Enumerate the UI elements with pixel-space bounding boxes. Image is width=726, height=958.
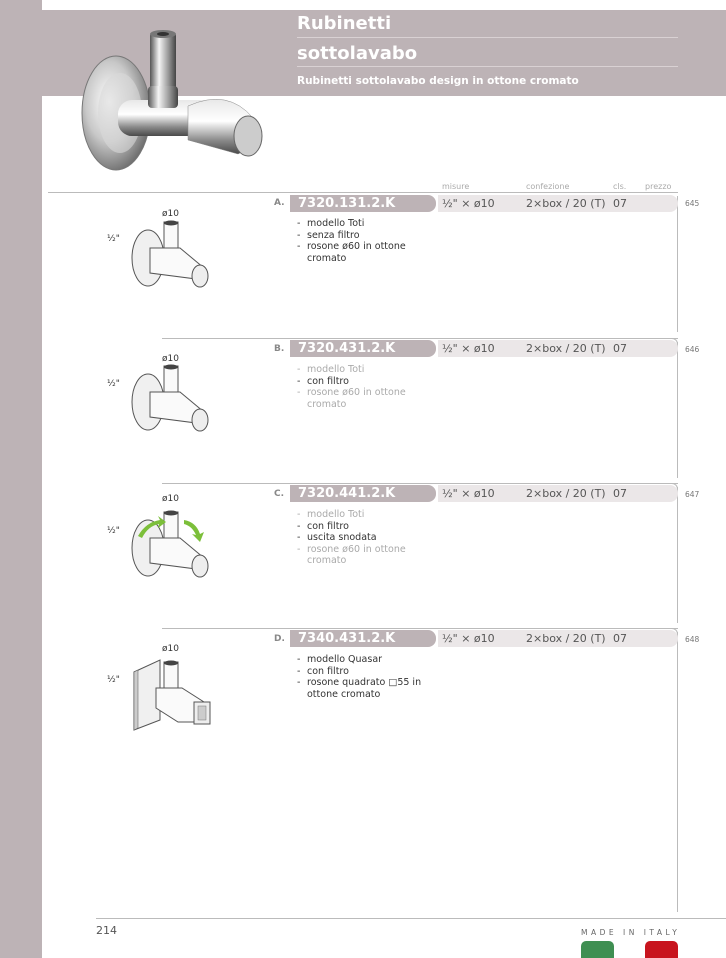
- feature-list: [297, 218, 437, 264]
- dimension-side-label: ½": [107, 379, 120, 389]
- product-misure: ½" × ø10: [442, 197, 495, 210]
- table-top-rule: [48, 192, 678, 193]
- feature-item: - rosone ø60 in ottone cromato: [297, 241, 437, 264]
- column-header-misure: misure: [442, 182, 470, 191]
- page-title-line1: Rubinetti: [297, 13, 392, 34]
- section-right-border: [677, 632, 678, 912]
- header-divider: [297, 66, 678, 67]
- page-title-line2: sottolavabo: [297, 43, 418, 64]
- section-right-border: [677, 196, 678, 332]
- page-subtitle: Rubinetti sottolavabo design in ottone cromato: [297, 75, 579, 87]
- page-number: 214: [96, 924, 117, 937]
- column-header-confezione: confezione: [526, 182, 570, 191]
- product-ref-number: 646: [685, 345, 700, 354]
- footer-rule: [96, 918, 726, 919]
- swivel-valve-drawing: [120, 508, 220, 583]
- feature-item: - senza filtro: [297, 230, 437, 242]
- product-confezione: 2×box / 20 (T): [526, 197, 606, 210]
- header-divider: [297, 37, 678, 38]
- product-cls: 07: [613, 342, 627, 355]
- flag-red-block: [645, 941, 678, 958]
- square-valve-drawing: [120, 658, 220, 733]
- product-ref-number: 645: [685, 199, 700, 208]
- feature-item: - rosone quadrato □55 in ottone cromato: [297, 677, 437, 700]
- feature-item: - con filtro: [297, 666, 437, 678]
- dimension-top-label: ø10: [162, 494, 179, 504]
- valve-drawing: [120, 218, 220, 293]
- product-code: 7320.441.2.K: [290, 485, 436, 502]
- product-confezione: 2×box / 20 (T): [526, 342, 606, 355]
- dimension-top-label: ø10: [162, 644, 179, 654]
- feature-item: - uscita snodata: [297, 532, 437, 544]
- feature-item: - con filtro: [297, 376, 437, 388]
- feature-item: - modello Toti: [297, 218, 437, 230]
- product-confezione: 2×box / 20 (T): [526, 487, 606, 500]
- section-divider: [162, 628, 678, 629]
- feature-list: [297, 364, 437, 410]
- made-in-italy-label: MADE IN ITALY: [581, 928, 681, 937]
- dimension-side-label: ½": [107, 526, 120, 536]
- dimension-side-label: ½": [107, 675, 120, 685]
- left-color-strip: [0, 0, 42, 958]
- feature-list: [297, 509, 437, 567]
- section-divider: [162, 483, 678, 484]
- section-divider: [162, 338, 678, 339]
- product-code: 7320.131.2.K: [290, 195, 436, 212]
- product-cls: 07: [613, 197, 627, 210]
- column-header-cls: cls.: [613, 182, 627, 191]
- product-cls: 07: [613, 632, 627, 645]
- feature-list: [297, 654, 437, 700]
- feature-item: - modello Toti: [297, 364, 437, 376]
- dimension-side-label: ½": [107, 234, 120, 244]
- valve-drawing: [120, 362, 220, 437]
- feature-item: - modello Quasar: [297, 654, 437, 666]
- dimension-top-label: ø10: [162, 209, 179, 219]
- hero-valve-image: [78, 28, 268, 173]
- product-confezione: 2×box / 20 (T): [526, 632, 606, 645]
- product-misure: ½" × ø10: [442, 487, 495, 500]
- product-letter: B.: [274, 344, 285, 354]
- section-right-border: [677, 342, 678, 478]
- feature-item: - rosone ø60 in ottone cromato: [297, 544, 437, 567]
- feature-item: - rosone ø60 in ottone cromato: [297, 387, 437, 410]
- feature-item: - con filtro: [297, 521, 437, 533]
- product-cls: 07: [613, 487, 627, 500]
- column-header-prezzo: prezzo: [645, 182, 672, 191]
- product-letter: C.: [274, 489, 285, 499]
- product-letter: D.: [274, 634, 285, 644]
- product-ref-number: 647: [685, 490, 700, 499]
- product-misure: ½" × ø10: [442, 632, 495, 645]
- product-code: 7320.431.2.K: [290, 340, 436, 357]
- flag-green-block: [581, 941, 614, 958]
- product-ref-number: 648: [685, 635, 700, 644]
- product-letter: A.: [274, 198, 285, 208]
- product-code: 7340.431.2.K: [290, 630, 436, 647]
- section-right-border: [677, 487, 678, 623]
- dimension-top-label: ø10: [162, 354, 179, 364]
- product-misure: ½" × ø10: [442, 342, 495, 355]
- feature-item: - modello Toti: [297, 509, 437, 521]
